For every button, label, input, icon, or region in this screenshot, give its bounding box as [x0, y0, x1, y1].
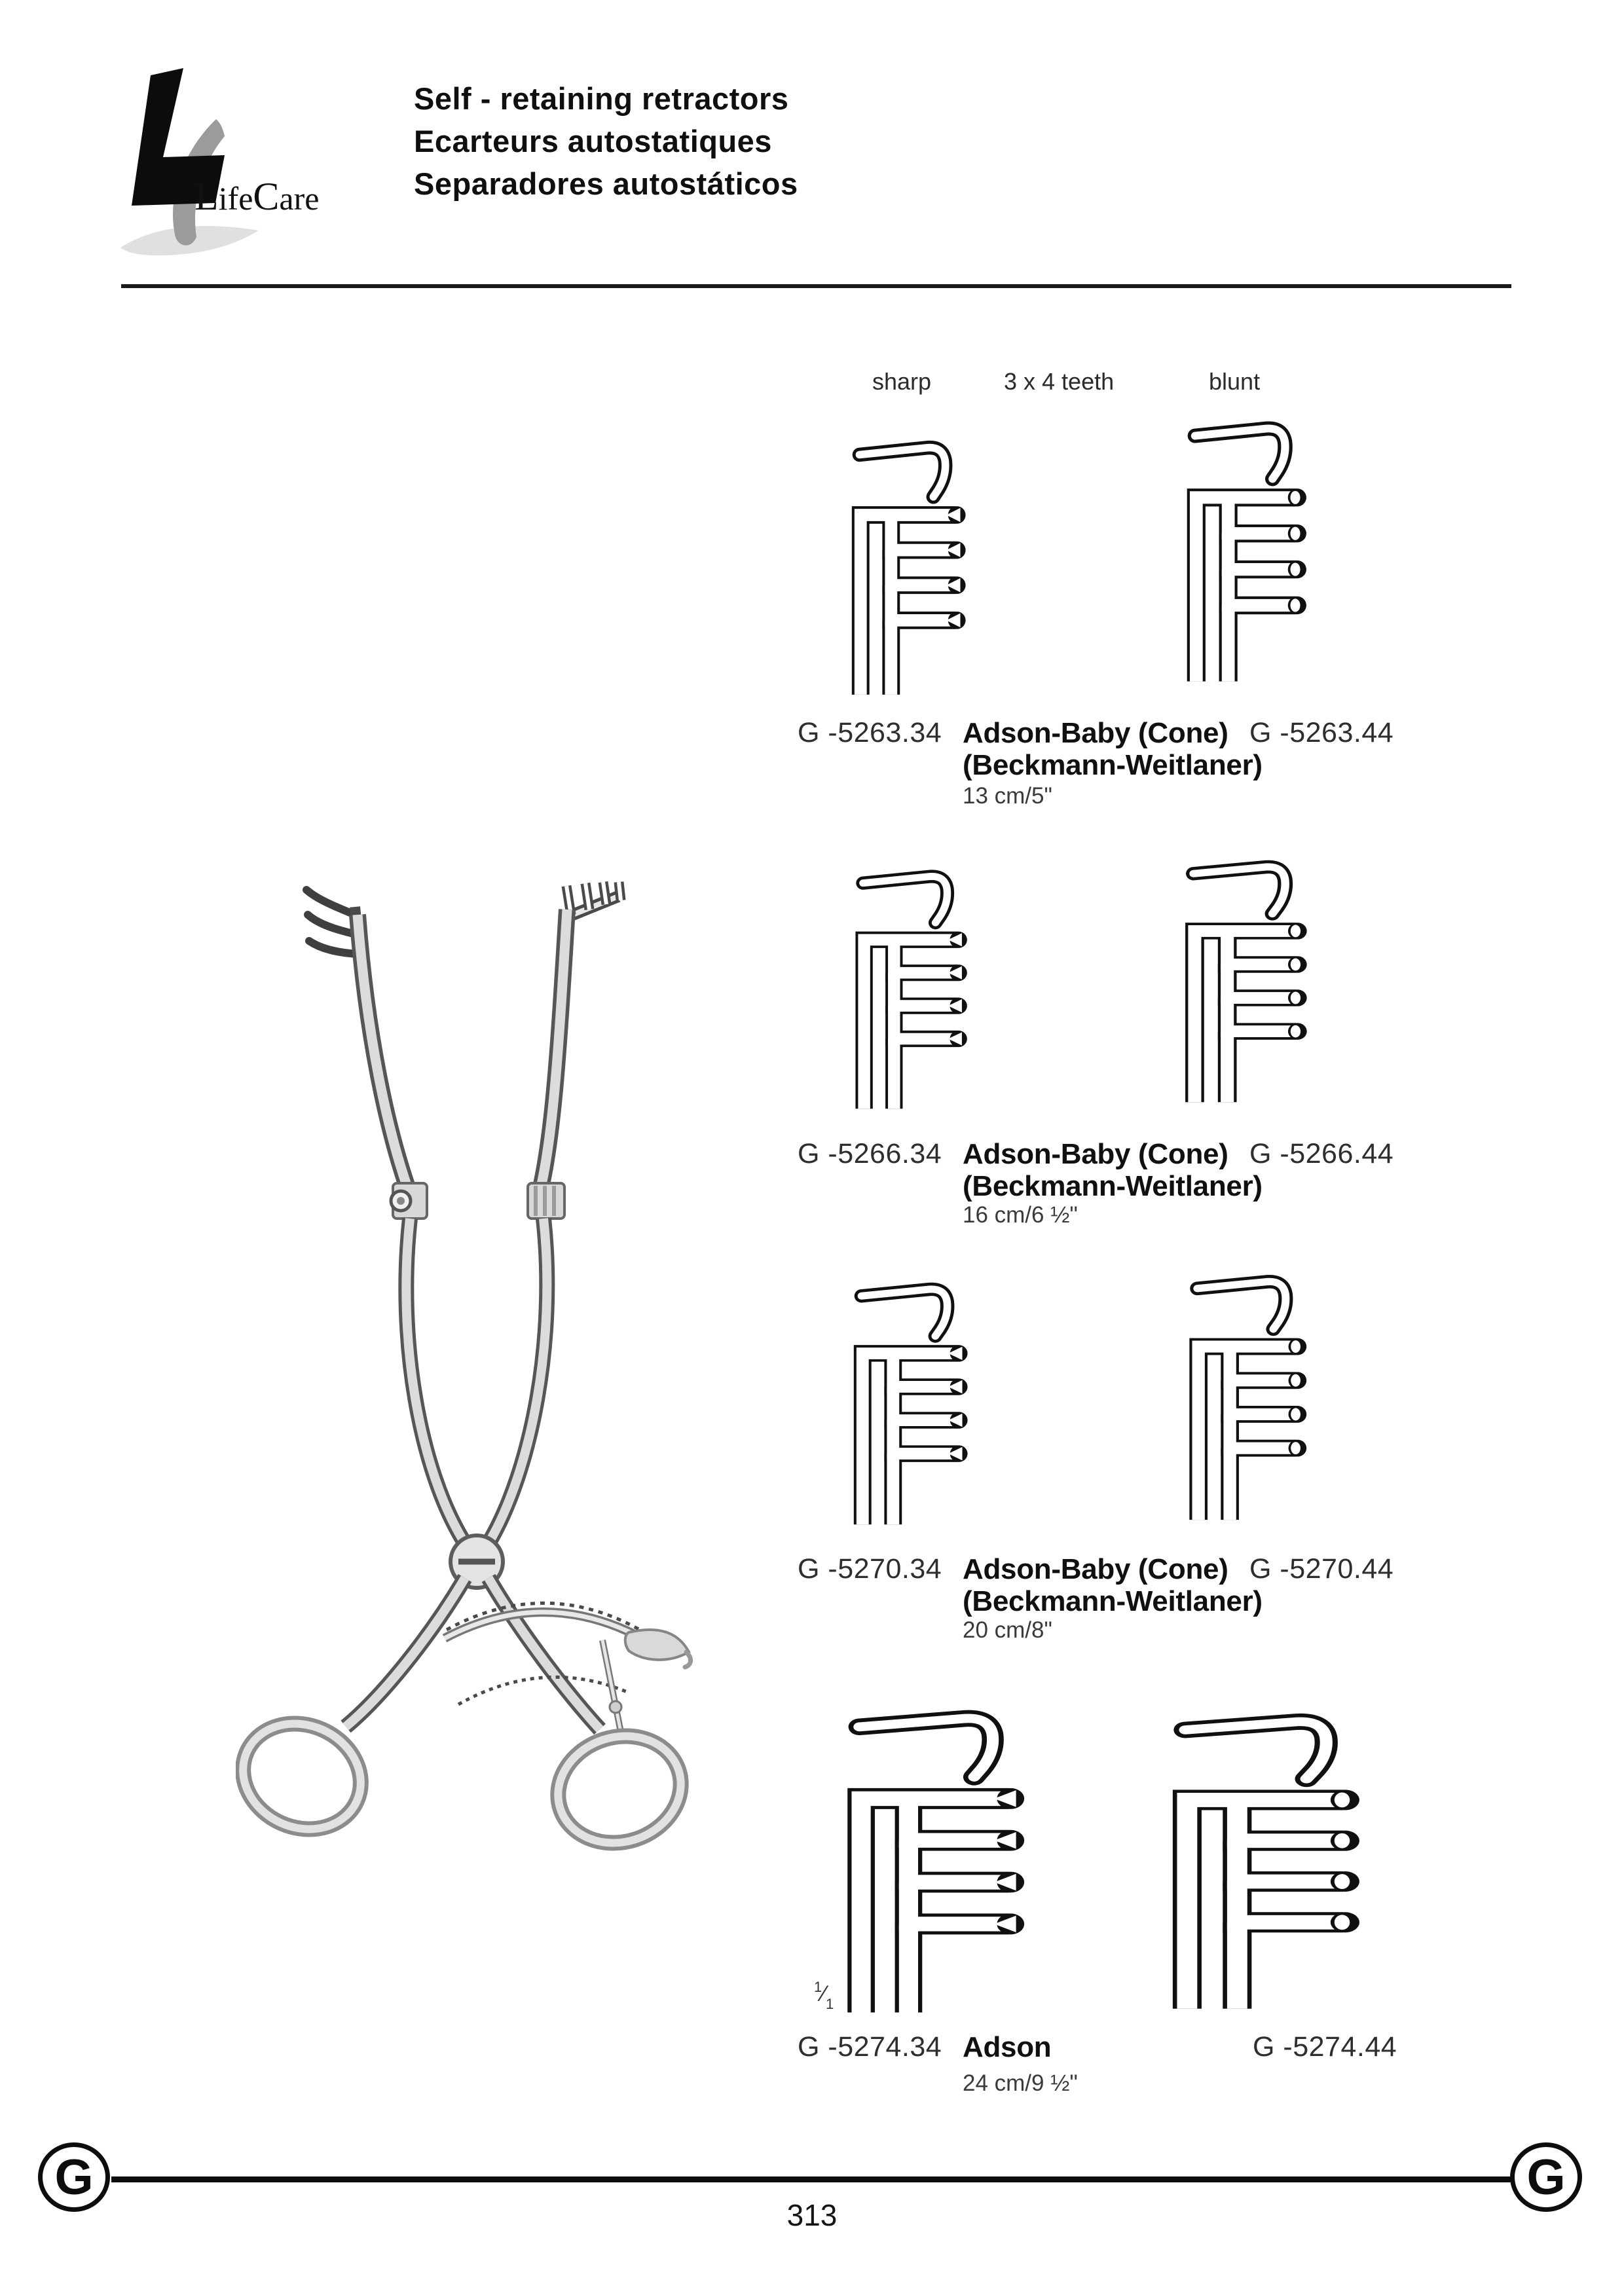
weitlaner-retractor-illustration — [236, 881, 694, 1856]
column-label-sharp: sharp — [872, 368, 932, 395]
retractor-blade-sharp-illustration — [840, 424, 974, 699]
section-badge-left: G — [38, 2142, 110, 2212]
product-size: 24 cm/9 ½" — [963, 2070, 1078, 2096]
catalog-code-blunt: G -5266.44 — [1249, 1138, 1394, 1169]
footer-rule — [111, 2176, 1516, 2182]
retractor-blade-sharp-illustration — [843, 854, 976, 1113]
catalog-code-blunt: G -5270.44 — [1249, 1553, 1394, 1585]
retractor-blade-blunt-illustration — [1174, 405, 1316, 686]
product-name-line2: (Beckmann-Weitlaner) — [963, 1585, 1263, 1617]
catalog-code-sharp: G -5270.34 — [798, 1553, 942, 1585]
scale-denominator: 1 — [825, 1996, 834, 2012]
lifecare-logo — [111, 59, 386, 275]
catalog-code-sharp: G -5263.34 — [798, 717, 942, 748]
page-number: 313 — [786, 2198, 838, 2232]
catalog-code-sharp: G -5274.34 — [798, 2031, 942, 2063]
scale-slash: ⁄ — [822, 1981, 826, 2006]
product-name — [963, 2031, 1051, 2063]
product-name-line1: Adson-Baby (Cone) — [963, 1553, 1228, 1585]
column-label-teeth: 3 x 4 teeth — [1004, 368, 1115, 395]
page-title — [414, 77, 798, 205]
product-size: 13 cm/5" — [963, 783, 1052, 809]
scale-numerator: 1 — [814, 1979, 822, 1995]
title-line-fr: Ecarteurs autostatiques — [414, 124, 772, 158]
catalog-code-blunt: G -5263.44 — [1249, 717, 1394, 748]
header-rule — [121, 284, 1511, 288]
retractor-blade-sharp-illustration — [825, 1691, 1038, 2018]
product-name-line2: (Beckmann-Weitlaner) — [963, 749, 1263, 781]
retractor-blade-blunt-illustration — [1172, 845, 1316, 1107]
product-name — [963, 1553, 1263, 1617]
title-line-es: Separadores autostáticos — [414, 166, 798, 201]
product-name-line1: Adson — [963, 2031, 1052, 2063]
retractor-blade-sharp-illustration — [841, 1267, 976, 1529]
retractor-blade-blunt-illustration — [1153, 1695, 1374, 2014]
lifecare-logo-icon — [111, 59, 386, 275]
column-label-blunt: blunt — [1209, 368, 1261, 395]
product-name — [963, 1138, 1263, 1202]
product-name-line1: Adson-Baby (Cone) — [963, 1138, 1228, 1170]
retractor-blade-blunt-illustration — [1177, 1259, 1316, 1524]
product-size: 20 cm/8" — [963, 1617, 1052, 1643]
catalog-code-sharp: G -5266.34 — [798, 1138, 942, 1169]
product-size: 16 cm/6 ½" — [963, 1202, 1078, 1228]
catalog-code-blunt: G -5274.44 — [1253, 2031, 1397, 2063]
product-name-line2: (Beckmann-Weitlaner) — [963, 1170, 1263, 1202]
product-name-line1: Adson-Baby (Cone) — [963, 717, 1228, 749]
brand-wordmark: LifeCare — [194, 175, 320, 218]
title-line-en: Self - retaining retractors — [414, 81, 789, 116]
section-badge-right: G — [1510, 2142, 1582, 2212]
scale-marker — [814, 1979, 834, 2013]
product-name — [963, 717, 1263, 781]
